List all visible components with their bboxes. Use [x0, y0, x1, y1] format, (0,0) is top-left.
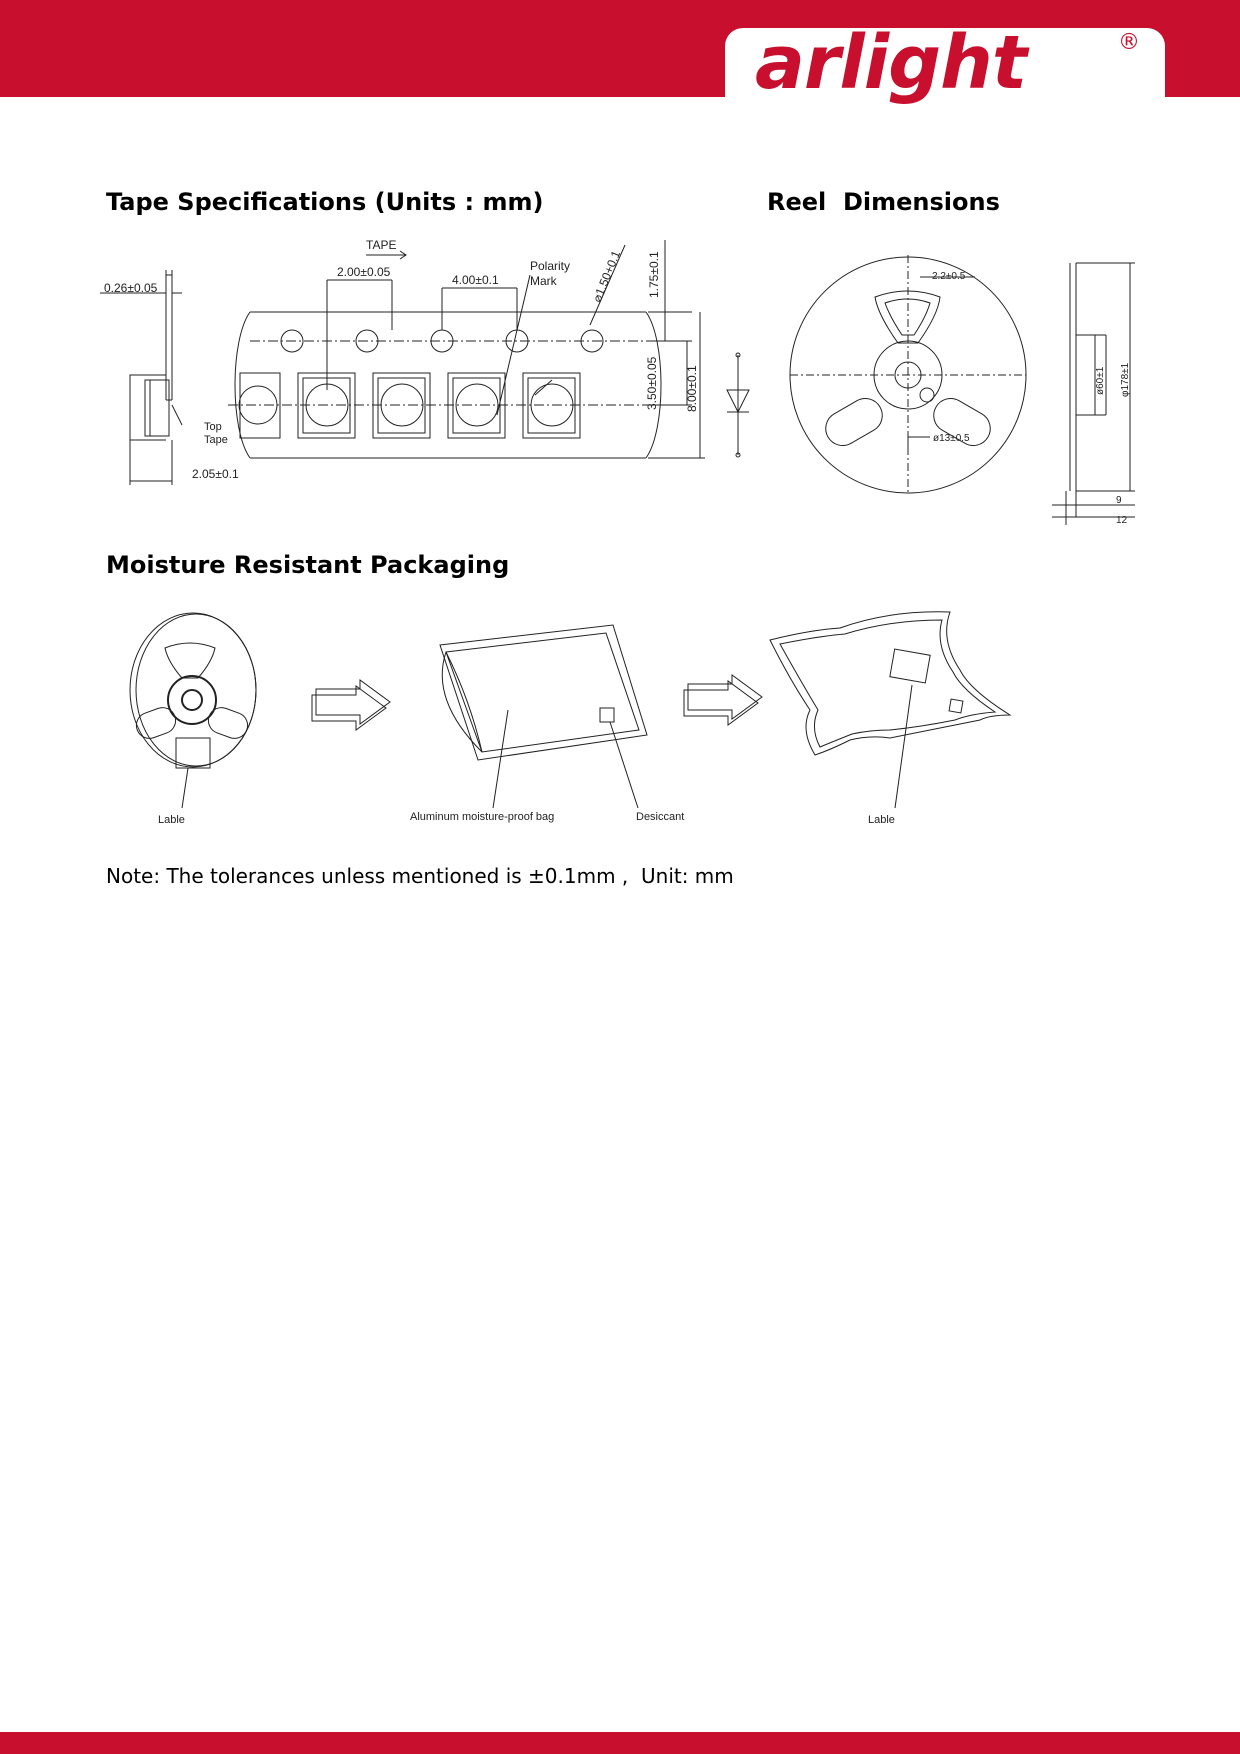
tape-spec-heading: Tape Specifications (Units : mm)	[106, 188, 544, 216]
reel-dimensions-heading: Reel Dimensions	[767, 188, 1000, 216]
reel-dim-hub-label: ø13±0.5	[933, 433, 970, 444]
dim-pocket-depth-label: 2.05±0.1	[192, 467, 239, 481]
packaging-heading: Moisture Resistant Packaging	[106, 551, 510, 579]
reel-dim-width-outer: 12	[1116, 515, 1128, 526]
polarity-label-2: Mark	[530, 274, 557, 288]
top-tape-label-2: Tape	[204, 434, 228, 446]
reel-dimensions-drawing	[790, 255, 1135, 525]
dim-tape-width-label: 8.00±0.1	[685, 365, 699, 412]
tape-spec-drawing	[100, 240, 760, 520]
dim-thickness-label: 0.26±0.05	[104, 281, 158, 295]
top-tape-label-1: Top	[204, 421, 222, 433]
registered-mark: ®	[1118, 30, 1140, 55]
dim-hole-diameter-label: ⌀1.50+0.1	[589, 248, 624, 305]
polarity-label-1: Polarity	[530, 259, 571, 273]
packaging-drawing	[110, 600, 1010, 830]
reel-dim-width-inner: 9	[1116, 495, 1122, 506]
tape-direction-label: TAPE	[366, 238, 397, 252]
tolerance-note: Note: The tolerances unless mentioned is ±0.1mm , Unit: mm	[106, 864, 734, 888]
sealed-bag-label-caption: Lable	[868, 814, 895, 826]
reel-dim-slot-label: 2.2±0.5	[932, 271, 966, 282]
footer-bar	[0, 1732, 1240, 1754]
dim-edge-offset-label: 1.75±0.1	[647, 251, 661, 298]
reel-dim-inner-label: ø60±1	[1095, 366, 1106, 395]
dim-sprocket-pitch-label: 4.00±0.1	[452, 273, 499, 287]
reel-dim-outer-label: φ178±1	[1120, 362, 1131, 397]
reel-label-caption: Lable	[158, 814, 185, 826]
dim-pocket-offset-label: 3.50±0.05	[645, 356, 659, 410]
brand-logo: arlight	[755, 20, 1027, 106]
dim-pocket-pitch-label: 2.00±0.05	[337, 265, 391, 279]
desiccant-caption: Desiccant	[636, 811, 685, 823]
bag-caption: Aluminum moisture-proof bag	[410, 811, 555, 823]
